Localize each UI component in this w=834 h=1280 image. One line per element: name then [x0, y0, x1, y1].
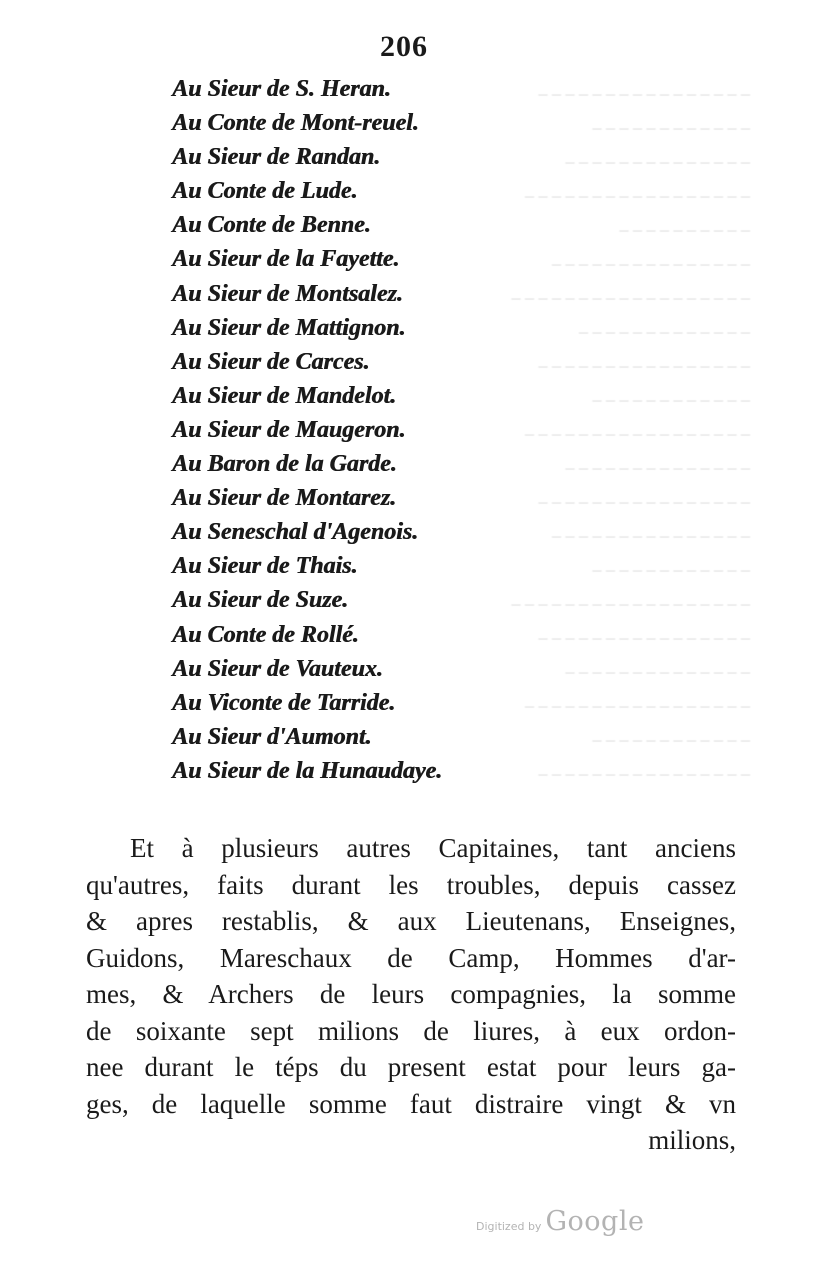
- digitized-watermark: [476, 1206, 644, 1237]
- watermark-prefix: Digitized by: [476, 1220, 542, 1233]
- paragraph-line: de soixante sept milions de liures, à eux ordon-: [86, 1015, 736, 1046]
- list-item: Au Sieur de Suze.: [172, 587, 349, 614]
- watermark-brand: Google: [545, 1206, 645, 1237]
- list-item: Au Sieur de Vauteux.: [172, 655, 383, 682]
- list-item: Au Conte de Mont-reuel.: [172, 110, 419, 137]
- list-item: Au Conte de Benne.: [172, 212, 371, 239]
- list-item: Au Sieur de la Hunaudaye.: [172, 757, 443, 784]
- list-item: Au Sieur de Randan.: [172, 144, 381, 171]
- body-paragraph: [86, 830, 736, 1159]
- list-item: Au Sieur de Carces.: [172, 348, 370, 375]
- list-item: Au Sieur de Thais.: [172, 553, 358, 580]
- list-item: Au Sieur de Montsalez.: [172, 280, 403, 307]
- list-item: Au Conte de Lude.: [172, 178, 358, 205]
- list-item: Au Sieur de la Fayette.: [172, 246, 400, 273]
- paragraph-line: milions,: [648, 1125, 736, 1155]
- list-item: Au Conte de Rollé.: [172, 621, 359, 648]
- list-item: Au Sieur d'Aumont.: [172, 723, 372, 750]
- list-item: Au Sieur de Mattignon.: [172, 314, 406, 341]
- paragraph-line: Et à plusieurs autres Capitaines, tant anciens: [130, 833, 736, 863]
- list-item: Au Sieur de Maugeron.: [172, 416, 406, 443]
- paragraph-line: ges, de laquelle somme faut distraire vingt & vn: [86, 1088, 736, 1119]
- list-item: Au Sieur de Mandelot.: [172, 382, 397, 409]
- show-through-text: _ _ _ _ _ _ _ _ _ _ _ _ _ _ _ _ _ _ _ _ _ _ _ _ _ _ _ _ _ _ _ _ _ _ _ _ _ _ _ _ _ _ _ _ _ _ _ _ _ _ _ _ _ _ _ _ _ _ _ _ _ _ _ _ _ _ _ _ _ _ _ _ _ _ _ _ _ _ _ _ _ _ _ _ _ _ _ _ _ _ _ _ _ _ _ _ _ _ _ _ _ _ _ _ _ _ _ _ _ _ _ _ _ _ _ _ _ _ _ _ _ _ _ _ _ _ _ _ _ _ _ _ _ _ _ _ _ _ _ _ _ _ _ _ _ _ _ _ _ _ _ _ _ _ _ _ _ _ _ _ _ _ _ _ _ _ _ _ _ _ _ _ _ _ _ _ _ _ _ _ _ _ _ _ _ _ _ _ _ _ _ _ _ _ _ _ _ _ _ _ _ _ _ _ _ _ _ _ _ _ _ _ _ _ _ _ _ _ _ _ _ _ _ _ _ _ _ _ _ _ _ _ _ _ _ _ _ _ _ _ _ _ _ _ _ _ _ _ _ _ _ _ _ _ _ _ _ _ _ _ _ _ _ _ _ _ _ _ _ _ _ _ _ _ _ _ _ _ _ _ _ _ _ _ _ _ _ _ _ _ _ _ _ _ _ _ _ _ _ _ _ _ _ _ _ _ _ _ _ _: [511, 77, 750, 777]
- paragraph-line: mes, & Archers de leurs compagnies, la somme: [86, 979, 736, 1009]
- list-item: Au Sieur de S. Heran.: [172, 76, 391, 102]
- paragraph-line: Guidons, Mareschaux de Camp, Hommes d'ar-: [86, 942, 736, 973]
- list-item: Au Seneschal d'Agenois.: [172, 519, 419, 546]
- list-item: Au Baron de la Garde.: [172, 451, 397, 478]
- page-number: 206: [380, 30, 428, 63]
- list-item: Au Viconte de Tarride.: [172, 689, 396, 716]
- list-item: Au Sieur de Montarez.: [172, 485, 397, 512]
- dedication-list: [172, 72, 442, 788]
- paragraph-line: & apres restablis, & aux Lieutenans, Enseignes,: [86, 906, 736, 936]
- paragraph-line: qu'autres, faits durant les troubles, depuis cassez: [86, 869, 736, 900]
- paragraph-line: nee durant le téps du present estat pour leurs ga-: [86, 1052, 736, 1082]
